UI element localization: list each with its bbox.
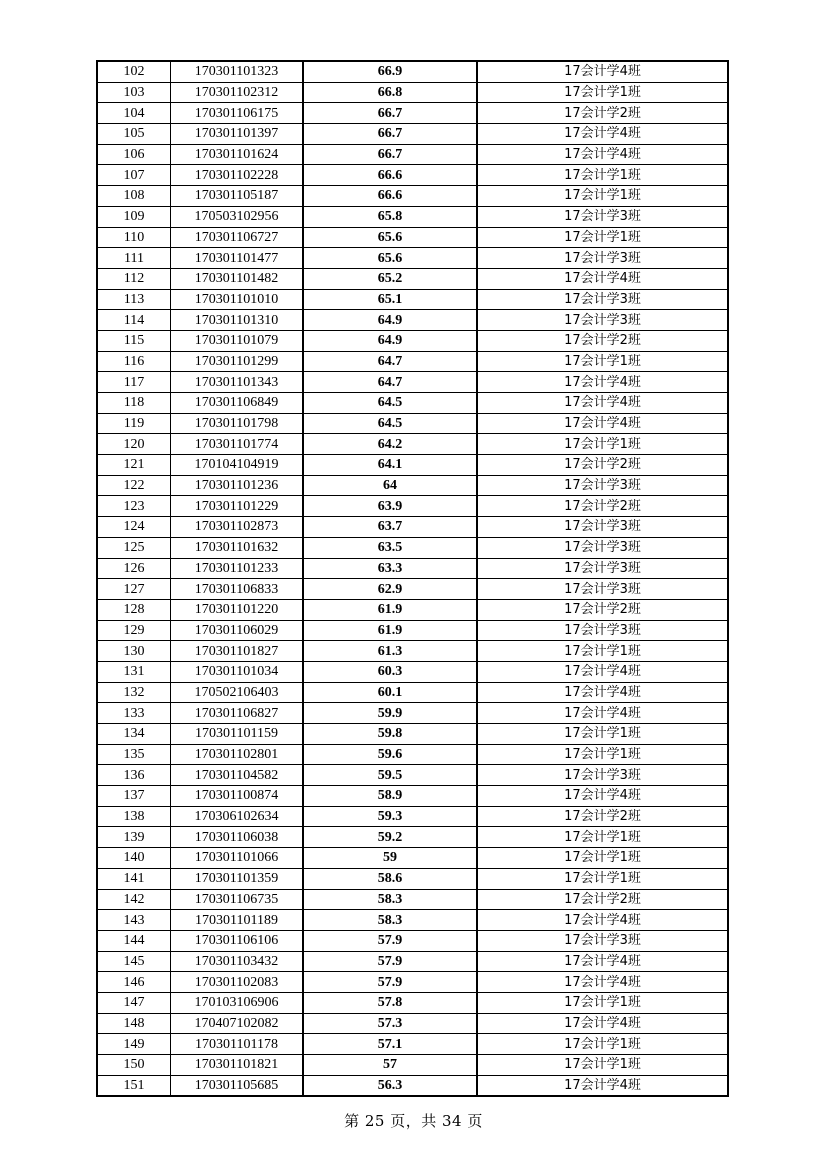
student-id-cell: 170301102312	[171, 82, 304, 103]
student-id-cell: 170301105685	[171, 1075, 304, 1096]
table-row	[97, 910, 728, 931]
class-cell: 17会计学4班	[477, 661, 728, 682]
score-cell: 63.7	[303, 517, 477, 538]
score-cell: 58.3	[303, 910, 477, 931]
rank-cell: 125	[97, 537, 171, 558]
student-id-cell: 170301101397	[171, 124, 304, 145]
student-id-cell: 170503102956	[171, 206, 304, 227]
score-cell: 58.6	[303, 868, 477, 889]
score-cell: 65.1	[303, 289, 477, 310]
score-cell: 57.9	[303, 930, 477, 951]
score-cell: 59.8	[303, 724, 477, 745]
score-cell: 66.7	[303, 144, 477, 165]
class-cell: 17会计学2班	[477, 599, 728, 620]
student-id-cell: 170301101229	[171, 496, 304, 517]
rank-cell: 130	[97, 641, 171, 662]
table-row	[97, 827, 728, 848]
class-cell: 17会计学1班	[477, 868, 728, 889]
score-cell: 61.9	[303, 599, 477, 620]
table-row	[97, 186, 728, 207]
rank-cell: 131	[97, 661, 171, 682]
score-cell: 63.9	[303, 496, 477, 517]
score-cell: 66.6	[303, 186, 477, 207]
table-row	[97, 496, 728, 517]
class-cell: 17会计学3班	[477, 930, 728, 951]
table-row	[97, 641, 728, 662]
score-cell: 57.3	[303, 1013, 477, 1034]
class-cell: 17会计学4班	[477, 413, 728, 434]
table-row	[97, 599, 728, 620]
class-cell: 17会计学1班	[477, 1034, 728, 1055]
table-row	[97, 786, 728, 807]
page-footer: 第 25 页，共 34 页	[344, 1112, 483, 1130]
class-cell: 17会计学1班	[477, 351, 728, 372]
class-cell: 17会计学3班	[477, 765, 728, 786]
table-row	[97, 268, 728, 289]
class-cell: 17会计学1班	[477, 848, 728, 869]
score-cell: 64.2	[303, 434, 477, 455]
student-id-cell: 170301106029	[171, 620, 304, 641]
student-id-cell: 170301101827	[171, 641, 304, 662]
class-cell: 17会计学4班	[477, 951, 728, 972]
student-id-cell: 170301104582	[171, 765, 304, 786]
table-row	[97, 806, 728, 827]
class-cell: 17会计学1班	[477, 744, 728, 765]
table-row	[97, 248, 728, 269]
table-row	[97, 537, 728, 558]
student-id-cell: 170301102801	[171, 744, 304, 765]
rank-cell: 122	[97, 475, 171, 496]
student-id-cell: 170301102873	[171, 517, 304, 538]
table-row	[97, 744, 728, 765]
rank-cell: 112	[97, 268, 171, 289]
class-cell: 17会计学1班	[477, 227, 728, 248]
class-cell: 17会计学1班	[477, 724, 728, 745]
rank-cell: 138	[97, 806, 171, 827]
rank-cell: 126	[97, 558, 171, 579]
rank-cell: 137	[97, 786, 171, 807]
class-cell: 17会计学3班	[477, 620, 728, 641]
rank-cell: 141	[97, 868, 171, 889]
class-cell: 17会计学3班	[477, 310, 728, 331]
score-cell: 57	[303, 1055, 477, 1076]
class-cell: 17会计学3班	[477, 206, 728, 227]
rank-cell: 119	[97, 413, 171, 434]
rank-cell: 124	[97, 517, 171, 538]
table-row	[97, 351, 728, 372]
score-cell: 64.7	[303, 372, 477, 393]
class-cell: 17会计学4班	[477, 703, 728, 724]
student-id-cell: 170301100874	[171, 786, 304, 807]
class-cell: 17会计学3班	[477, 475, 728, 496]
student-id-cell: 170301102228	[171, 165, 304, 186]
table-row	[97, 289, 728, 310]
score-cell: 63.3	[303, 558, 477, 579]
student-id-cell: 170502106403	[171, 682, 304, 703]
student-id-cell: 170301106727	[171, 227, 304, 248]
score-cell: 57.8	[303, 992, 477, 1013]
table-row	[97, 124, 728, 145]
rank-cell: 128	[97, 599, 171, 620]
class-cell: 17会计学2班	[477, 103, 728, 124]
class-cell: 17会计学3班	[477, 289, 728, 310]
class-cell: 17会计学3班	[477, 558, 728, 579]
score-cell: 66.7	[303, 124, 477, 145]
rank-cell: 144	[97, 930, 171, 951]
table-row	[97, 765, 728, 786]
table-row	[97, 455, 728, 476]
class-cell: 17会计学2班	[477, 330, 728, 351]
score-cell: 64.9	[303, 310, 477, 331]
student-id-cell: 170301101189	[171, 910, 304, 931]
table-row	[97, 144, 728, 165]
class-cell: 17会计学4班	[477, 144, 728, 165]
student-id-cell: 170301101323	[171, 61, 304, 82]
student-id-cell: 170301101343	[171, 372, 304, 393]
score-cell: 59.2	[303, 827, 477, 848]
class-cell: 17会计学1班	[477, 827, 728, 848]
class-cell: 17会计学1班	[477, 1055, 728, 1076]
class-cell: 17会计学2班	[477, 806, 728, 827]
class-cell: 17会计学4班	[477, 268, 728, 289]
table-row	[97, 310, 728, 331]
score-cell: 57.9	[303, 951, 477, 972]
table-row	[97, 579, 728, 600]
rank-cell: 129	[97, 620, 171, 641]
student-id-cell: 170301101066	[171, 848, 304, 869]
class-cell: 17会计学3班	[477, 537, 728, 558]
score-cell: 59.5	[303, 765, 477, 786]
student-id-cell: 170301101310	[171, 310, 304, 331]
score-cell: 66.6	[303, 165, 477, 186]
student-id-cell: 170301101477	[171, 248, 304, 269]
table-row	[97, 1034, 728, 1055]
class-cell: 17会计学4班	[477, 786, 728, 807]
table-row	[97, 227, 728, 248]
rank-cell: 103	[97, 82, 171, 103]
score-cell: 66.8	[303, 82, 477, 103]
table-row	[97, 206, 728, 227]
score-cell: 57.1	[303, 1034, 477, 1055]
table-row	[97, 661, 728, 682]
score-cell: 60.1	[303, 682, 477, 703]
table-row	[97, 620, 728, 641]
rank-cell: 151	[97, 1075, 171, 1096]
score-cell: 62.9	[303, 579, 477, 600]
score-table-body	[97, 61, 728, 1096]
score-cell: 58.3	[303, 889, 477, 910]
rank-cell: 105	[97, 124, 171, 145]
class-cell: 17会计学4班	[477, 372, 728, 393]
score-cell: 60.3	[303, 661, 477, 682]
table-row	[97, 848, 728, 869]
student-id-cell: 170306102634	[171, 806, 304, 827]
rank-cell: 132	[97, 682, 171, 703]
class-cell: 17会计学1班	[477, 186, 728, 207]
table-row	[97, 1013, 728, 1034]
table-row	[97, 475, 728, 496]
class-cell: 17会计学2班	[477, 889, 728, 910]
score-cell: 61.3	[303, 641, 477, 662]
rank-cell: 114	[97, 310, 171, 331]
score-cell: 64.5	[303, 393, 477, 414]
student-id-cell: 170301102083	[171, 972, 304, 993]
table-row	[97, 165, 728, 186]
class-cell: 17会计学3班	[477, 248, 728, 269]
rank-cell: 145	[97, 951, 171, 972]
rank-cell: 139	[97, 827, 171, 848]
score-cell: 66.7	[303, 103, 477, 124]
table-row	[97, 1075, 728, 1096]
table-row	[97, 434, 728, 455]
rank-cell: 109	[97, 206, 171, 227]
class-cell: 17会计学1班	[477, 641, 728, 662]
score-cell: 65.6	[303, 227, 477, 248]
score-cell: 63.5	[303, 537, 477, 558]
student-id-cell: 170301101482	[171, 268, 304, 289]
student-id-cell: 170301101236	[171, 475, 304, 496]
rank-cell: 115	[97, 330, 171, 351]
student-id-cell: 170301106106	[171, 930, 304, 951]
student-id-cell: 170301106827	[171, 703, 304, 724]
score-table	[96, 60, 729, 1097]
student-id-cell: 170301101299	[171, 351, 304, 372]
table-row	[97, 413, 728, 434]
rank-cell: 147	[97, 992, 171, 1013]
rank-cell: 118	[97, 393, 171, 414]
student-id-cell: 170301101220	[171, 599, 304, 620]
score-cell: 64	[303, 475, 477, 496]
rank-cell: 146	[97, 972, 171, 993]
table-row	[97, 930, 728, 951]
class-cell: 17会计学1班	[477, 82, 728, 103]
rank-cell: 111	[97, 248, 171, 269]
rank-cell: 142	[97, 889, 171, 910]
table-row	[97, 951, 728, 972]
score-cell: 61.9	[303, 620, 477, 641]
rank-cell: 104	[97, 103, 171, 124]
rank-cell: 107	[97, 165, 171, 186]
student-id-cell: 170301101624	[171, 144, 304, 165]
score-cell: 65.2	[303, 268, 477, 289]
score-cell: 59.9	[303, 703, 477, 724]
score-cell: 65.8	[303, 206, 477, 227]
table-row	[97, 82, 728, 103]
student-id-cell: 170104104919	[171, 455, 304, 476]
student-id-cell: 170301101233	[171, 558, 304, 579]
class-cell: 17会计学2班	[477, 496, 728, 517]
class-cell: 17会计学1班	[477, 165, 728, 186]
rank-cell: 135	[97, 744, 171, 765]
rank-cell: 134	[97, 724, 171, 745]
student-id-cell: 170301101034	[171, 661, 304, 682]
table-row	[97, 868, 728, 889]
rank-cell: 106	[97, 144, 171, 165]
student-id-cell: 170301101359	[171, 868, 304, 889]
rank-cell: 120	[97, 434, 171, 455]
score-cell: 59.3	[303, 806, 477, 827]
rank-cell: 113	[97, 289, 171, 310]
student-id-cell: 170301101178	[171, 1034, 304, 1055]
score-cell: 65.6	[303, 248, 477, 269]
student-id-cell: 170103106906	[171, 992, 304, 1013]
rank-cell: 148	[97, 1013, 171, 1034]
class-cell: 17会计学4班	[477, 1075, 728, 1096]
score-cell: 57.9	[303, 972, 477, 993]
table-row	[97, 992, 728, 1013]
score-cell: 64.7	[303, 351, 477, 372]
table-row	[97, 972, 728, 993]
score-cell: 56.3	[303, 1075, 477, 1096]
rank-cell: 143	[97, 910, 171, 931]
class-cell: 17会计学4班	[477, 393, 728, 414]
table-row	[97, 372, 728, 393]
rank-cell: 136	[97, 765, 171, 786]
student-id-cell: 170301101159	[171, 724, 304, 745]
class-cell: 17会计学4班	[477, 124, 728, 145]
table-row	[97, 682, 728, 703]
table-row	[97, 517, 728, 538]
student-id-cell: 170301101821	[171, 1055, 304, 1076]
table-row	[97, 393, 728, 414]
rank-cell: 140	[97, 848, 171, 869]
table-row	[97, 1055, 728, 1076]
class-cell: 17会计学1班	[477, 434, 728, 455]
student-id-cell: 170301101079	[171, 330, 304, 351]
class-cell: 17会计学4班	[477, 1013, 728, 1034]
student-id-cell: 170301101798	[171, 413, 304, 434]
rank-cell: 110	[97, 227, 171, 248]
class-cell: 17会计学4班	[477, 910, 728, 931]
score-cell: 58.9	[303, 786, 477, 807]
student-id-cell: 170407102082	[171, 1013, 304, 1034]
score-cell: 59.6	[303, 744, 477, 765]
student-id-cell: 170301106038	[171, 827, 304, 848]
class-cell: 17会计学4班	[477, 61, 728, 82]
class-cell: 17会计学2班	[477, 455, 728, 476]
rank-cell: 123	[97, 496, 171, 517]
score-cell: 66.9	[303, 61, 477, 82]
rank-cell: 108	[97, 186, 171, 207]
class-cell: 17会计学3班	[477, 579, 728, 600]
class-cell: 17会计学3班	[477, 517, 728, 538]
class-cell: 17会计学4班	[477, 972, 728, 993]
student-id-cell: 170301101632	[171, 537, 304, 558]
rank-cell: 133	[97, 703, 171, 724]
rank-cell: 127	[97, 579, 171, 600]
rank-cell: 117	[97, 372, 171, 393]
rank-cell: 149	[97, 1034, 171, 1055]
table-row	[97, 61, 728, 82]
student-id-cell: 170301106735	[171, 889, 304, 910]
class-cell: 17会计学1班	[477, 992, 728, 1013]
score-cell: 64.5	[303, 413, 477, 434]
score-cell: 64.1	[303, 455, 477, 476]
student-id-cell: 170301101010	[171, 289, 304, 310]
table-row	[97, 724, 728, 745]
rank-cell: 116	[97, 351, 171, 372]
table-row	[97, 889, 728, 910]
student-id-cell: 170301106833	[171, 579, 304, 600]
rank-cell: 121	[97, 455, 171, 476]
table-row	[97, 558, 728, 579]
student-id-cell: 170301106175	[171, 103, 304, 124]
table-row	[97, 330, 728, 351]
rank-cell: 150	[97, 1055, 171, 1076]
student-id-cell: 170301106849	[171, 393, 304, 414]
student-id-cell: 170301105187	[171, 186, 304, 207]
class-cell: 17会计学4班	[477, 682, 728, 703]
score-cell: 59	[303, 848, 477, 869]
student-id-cell: 170301101774	[171, 434, 304, 455]
rank-cell: 102	[97, 61, 171, 82]
score-cell: 64.9	[303, 330, 477, 351]
table-row	[97, 103, 728, 124]
student-id-cell: 170301103432	[171, 951, 304, 972]
table-row	[97, 703, 728, 724]
